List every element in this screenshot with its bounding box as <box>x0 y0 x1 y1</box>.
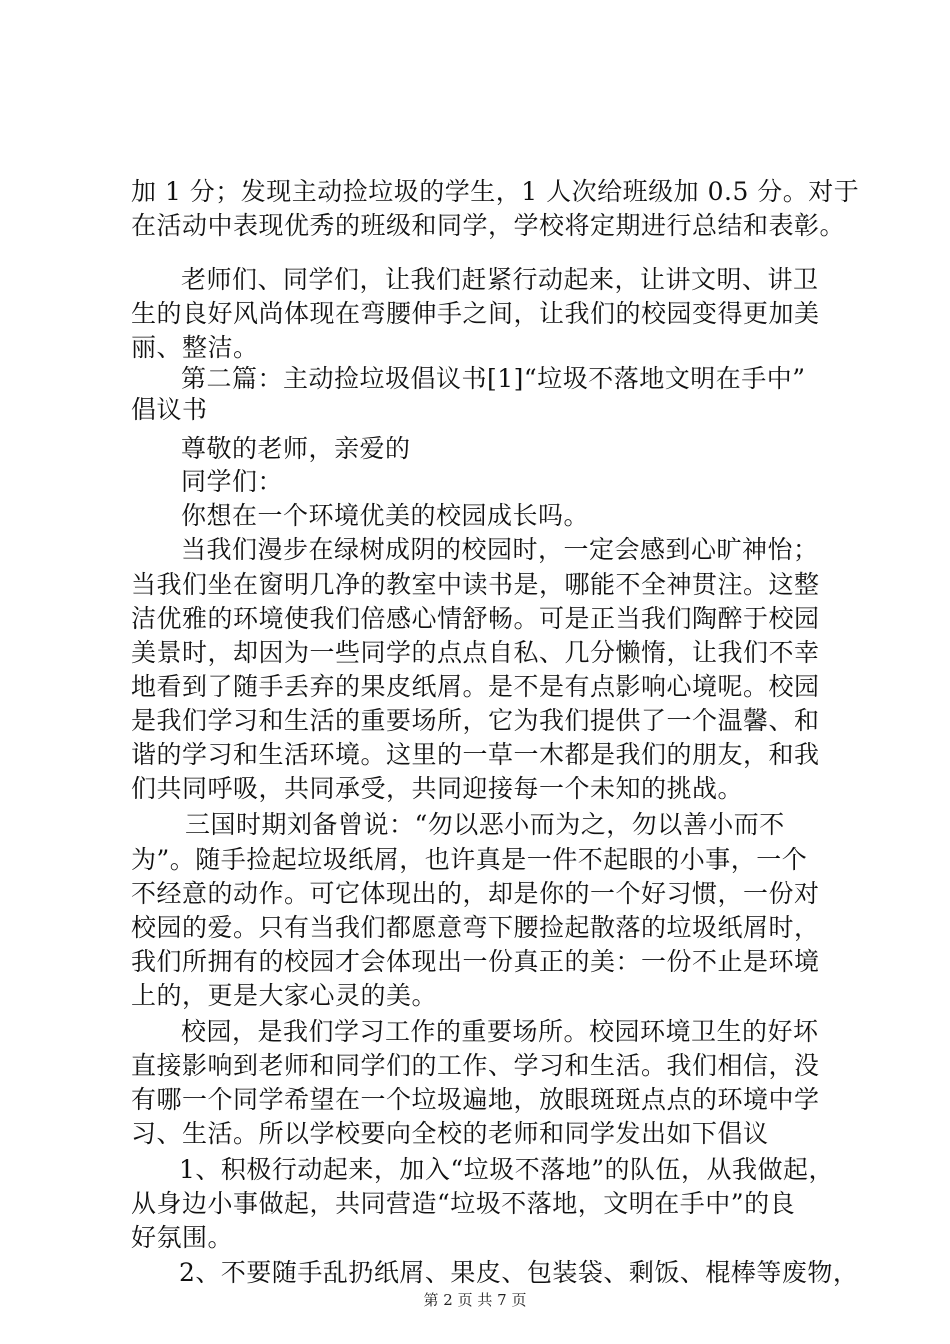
text-line: 美景时，却因为一些同学的点点自私、几分懒惰，让我们不幸 <box>131 638 820 667</box>
page-number: 第 2 页 共 7 页 <box>423 1291 527 1309</box>
text-line: 上的，更是大家心灵的美。 <box>131 981 438 1010</box>
list-item: 2、不要随手乱扔纸屑、果皮、包装袋、剩饭、棍棒等废物， <box>179 1258 859 1287</box>
section-heading: 第二篇：主动捡垃圾倡议书[1]“垃圾不落地文明在手中” <box>181 364 806 393</box>
text-line: 当我们漫步在绿树成阴的校园时，一定会感到心旷神怡； <box>181 535 819 564</box>
text-line: 生的良好风尚体现在弯腰伸手之间，让我们的校园变得更加美 <box>131 299 820 328</box>
text-line: 同学们： <box>181 467 284 496</box>
text-line: 校园，是我们学习工作的重要场所。校园环境卫生的好坏 <box>181 1017 819 1046</box>
section-heading: 倡议书 <box>131 395 208 424</box>
text-line: 校园的爱。只有当我们都愿意弯下腰捡起散落的垃圾纸屑时， <box>131 913 820 942</box>
text-line: 有哪一个同学希望在一个垃圾遍地，放眼斑斑点点的环境中学 <box>131 1085 820 1114</box>
text-line: 谐的学习和生活环境。这里的一草一木都是我们的朋友，和我 <box>131 740 820 769</box>
text-line: 老师们、同学们，让我们赶紧行动起来，让讲文明、讲卫 <box>181 265 819 294</box>
text-line: 是我们学习和生活的重要场所，它为我们提供了一个温馨、和 <box>131 706 820 735</box>
list-item: 好氛围。 <box>131 1223 234 1252</box>
list-item: 1、积极行动起来，加入“垃圾不落地”的队伍，从我做起， <box>179 1155 834 1184</box>
text-line: 为”。随手捡起垃圾纸屑，也许真是一件不起眼的小事，一个 <box>131 845 808 874</box>
text-line: 们共同呼吸，共同承受，共同迎接每一个未知的挑战。 <box>131 774 744 803</box>
text-line: 习、生活。所以学校要向全校的老师和同学发出如下倡议 <box>131 1119 769 1148</box>
text-line: 不经意的动作。可它体现出的，却是你的一个好习惯，一份对 <box>131 879 820 908</box>
text-line: 三国时期刘备曾说：“勿以恶小而为之，勿以善小而不 <box>185 810 785 839</box>
text-line: 直接影响到老师和同学们的工作、学习和生活。我们相信，没 <box>131 1051 820 1080</box>
text-line: 尊敬的老师，亲爱的 <box>181 434 411 463</box>
text-line: 你想在一个环境优美的校园成长吗。 <box>181 501 590 530</box>
text-line: 地看到了随手丢弃的果皮纸屑。是不是有点影响心境呢。校园 <box>131 672 820 701</box>
list-item: 从身边小事做起，共同营造“垃圾不落地，文明在手中”的良 <box>131 1189 796 1218</box>
text-line: 丽、整洁。 <box>131 333 259 362</box>
text-line: 洁优雅的环境使我们倍感心情舒畅。可是正当我们陶醉于校园 <box>131 604 820 633</box>
text-line: 在活动中表现优秀的班级和同学，学校将定期进行总结和表彰。 <box>131 211 846 240</box>
text-line: 加 1 分；发现主动捡垃圾的学生，1 人次给班级加 0.5 分。对于 <box>131 177 860 206</box>
text-line: 当我们坐在窗明几净的教室中读书是，哪能不全神贯注。这整 <box>131 570 820 599</box>
text-line: 我们所拥有的校园才会体现出一份真正的美：一份不止是环境 <box>131 947 820 976</box>
